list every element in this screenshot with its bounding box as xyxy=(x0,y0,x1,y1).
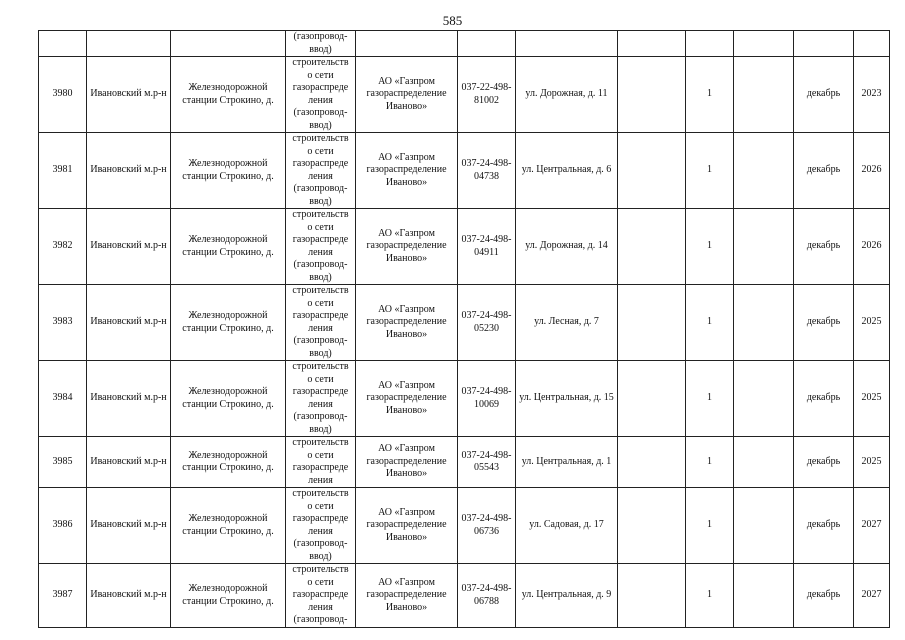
district-cell: Ивановский м.р-н xyxy=(87,133,171,209)
settlement-cell: Железнодорожной станции Строкино, д. xyxy=(171,133,286,209)
table-row xyxy=(39,57,890,133)
empty-cell xyxy=(734,361,794,437)
work-type-cell: строительств о сети газораспреде ления (газопровод- ввод) xyxy=(286,133,356,209)
work-type-cell: (газопровод- ввод) xyxy=(286,31,356,57)
district-cell: Ивановский м.р-н xyxy=(87,285,171,361)
count-cell: 1 xyxy=(686,209,734,285)
organization-cell: АО «Газпром газораспределение Иваново» xyxy=(356,133,458,209)
empty-cell xyxy=(734,285,794,361)
empty-cell xyxy=(734,564,794,628)
table-row xyxy=(39,437,890,488)
address-cell: ул. Центральная, д. 6 xyxy=(516,133,618,209)
page-number: 585 xyxy=(442,13,463,28)
month-cell: декабрь xyxy=(794,285,854,361)
month-cell: декабрь xyxy=(794,209,854,285)
cadastral-number-cell: 037-24-498-04738 xyxy=(458,133,516,209)
work-type-cell: строительств о сети газораспреде ления (газопровод- ввод) xyxy=(286,209,356,285)
district-cell: Ивановский м.р-н xyxy=(87,488,171,564)
year-cell: 2027 xyxy=(854,488,890,564)
cadastral-number-cell: 037-24-498-05543 xyxy=(458,437,516,488)
table-row xyxy=(39,133,890,209)
district-cell: Ивановский м.р-н xyxy=(87,437,171,488)
work-type-cell: строительств о сети газораспреде ления (газопровод- ввод) xyxy=(286,361,356,437)
row-number-cell: 3983 xyxy=(39,285,87,361)
month-cell: декабрь xyxy=(794,133,854,209)
district-cell: Ивановский м.р-н xyxy=(87,361,171,437)
year-cell: 2023 xyxy=(854,57,890,133)
empty-cell xyxy=(618,209,686,285)
settlement-cell: Железнодорожной станции Строкино, д. xyxy=(171,437,286,488)
month-cell: декабрь xyxy=(794,361,854,437)
settlement-cell: Железнодорожной станции Строкино, д. xyxy=(171,361,286,437)
district-cell: Ивановский м.р-н xyxy=(87,57,171,133)
settlement-cell: Железнодорожной станции Строкино, д. xyxy=(171,57,286,133)
count-cell: 1 xyxy=(686,133,734,209)
row-number-cell: 3982 xyxy=(39,209,87,285)
settlement-cell: Железнодорожной станции Строкино, д. xyxy=(171,285,286,361)
address-cell: ул. Центральная, д. 9 xyxy=(516,564,618,628)
organization-cell: АО «Газпром газораспределение Иваново» xyxy=(356,285,458,361)
year-cell: 2026 xyxy=(854,133,890,209)
address-cell: ул. Дорожная, д. 11 xyxy=(516,57,618,133)
count-cell: 1 xyxy=(686,564,734,628)
month-cell: декабрь xyxy=(794,564,854,628)
count-cell: 1 xyxy=(686,437,734,488)
row-number-cell: 3981 xyxy=(39,133,87,209)
count-cell: 1 xyxy=(686,361,734,437)
work-type-cell: строительств о сети газораспреде ления (газопровод- ввод) xyxy=(286,285,356,361)
table-row xyxy=(39,361,890,437)
count-cell: 1 xyxy=(686,488,734,564)
empty-cell xyxy=(734,437,794,488)
address-cell: ул. Лесная, д. 7 xyxy=(516,285,618,361)
address-cell: ул. Дорожная, д. 14 xyxy=(516,209,618,285)
empty-cell xyxy=(734,133,794,209)
table-row xyxy=(39,488,890,564)
continuation-row xyxy=(39,31,890,57)
cadastral-number-cell: 037-24-498-04911 xyxy=(458,209,516,285)
cadastral-number-cell: 037-24-498-06736 xyxy=(458,488,516,564)
work-type-cell: строительств о сети газораспреде ления xyxy=(286,437,356,488)
table-row xyxy=(39,564,890,628)
organization-cell: АО «Газпром газораспределение Иваново» xyxy=(356,564,458,628)
district-cell: Ивановский м.р-н xyxy=(87,564,171,628)
empty-cell xyxy=(618,437,686,488)
row-number-cell: 3984 xyxy=(39,361,87,437)
month-cell: декабрь xyxy=(794,488,854,564)
work-type-cell: строительств о сети газораспреде ления (газопровод- ввод) xyxy=(286,57,356,133)
organization-cell: АО «Газпром газораспределение Иваново» xyxy=(356,209,458,285)
empty-cell xyxy=(734,57,794,133)
row-number-cell: 3985 xyxy=(39,437,87,488)
year-cell: 2025 xyxy=(854,361,890,437)
settlement-cell: Железнодорожной станции Строкино, д. xyxy=(171,209,286,285)
count-cell: 1 xyxy=(686,285,734,361)
table-row xyxy=(39,209,890,285)
cadastral-number-cell: 037-24-498-05230 xyxy=(458,285,516,361)
district-cell: Ивановский м.р-н xyxy=(87,209,171,285)
row-number-cell: 3987 xyxy=(39,564,87,628)
address-cell: ул. Центральная, д. 1 xyxy=(516,437,618,488)
empty-cell xyxy=(734,488,794,564)
row-number-cell: 3986 xyxy=(39,488,87,564)
month-cell: декабрь xyxy=(794,437,854,488)
empty-cell xyxy=(618,133,686,209)
cadastral-number-cell: 037-24-498-06788 xyxy=(458,564,516,628)
work-type-cell: строительств о сети газораспреде ления (газопровод- xyxy=(286,564,356,628)
organization-cell: АО «Газпром газораспределение Иваново» xyxy=(356,488,458,564)
cadastral-number-cell: 037-24-498-10069 xyxy=(458,361,516,437)
address-cell: ул. Центральная, д. 15 xyxy=(516,361,618,437)
month-cell: декабрь xyxy=(794,57,854,133)
row-number-cell: 3980 xyxy=(39,57,87,133)
organization-cell: АО «Газпром газораспределение Иваново» xyxy=(356,57,458,133)
empty-cell xyxy=(734,209,794,285)
count-cell: 1 xyxy=(686,57,734,133)
empty-cell xyxy=(618,57,686,133)
empty-cell xyxy=(618,285,686,361)
table-row xyxy=(39,285,890,361)
organization-cell: АО «Газпром газораспределение Иваново» xyxy=(356,361,458,437)
address-cell: ул. Садовая, д. 17 xyxy=(516,488,618,564)
cadastral-number-cell: 037-22-498-81002 xyxy=(458,57,516,133)
empty-cell xyxy=(618,488,686,564)
year-cell: 2026 xyxy=(854,209,890,285)
settlement-cell: Железнодорожной станции Строкино, д. xyxy=(171,564,286,628)
year-cell: 2025 xyxy=(854,285,890,361)
work-type-cell: строительств о сети газораспреде ления (газопровод- ввод) xyxy=(286,488,356,564)
settlement-cell: Железнодорожной станции Строкино, д. xyxy=(171,488,286,564)
year-cell: 2027 xyxy=(854,564,890,628)
empty-cell xyxy=(618,564,686,628)
organization-cell: АО «Газпром газораспределение Иваново» xyxy=(356,437,458,488)
empty-cell xyxy=(618,361,686,437)
year-cell: 2025 xyxy=(854,437,890,488)
registry-table xyxy=(38,30,890,628)
